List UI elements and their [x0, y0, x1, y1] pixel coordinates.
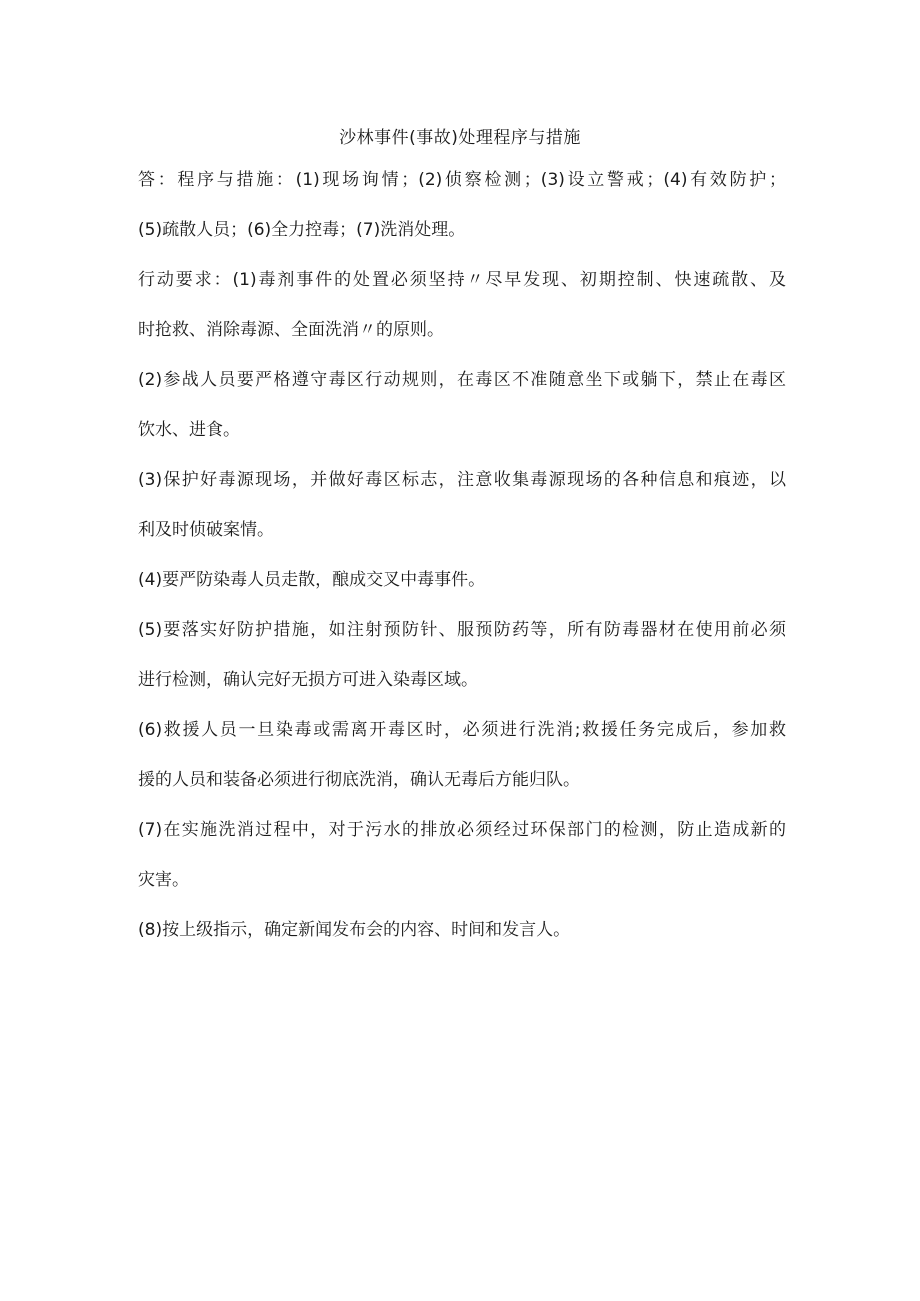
text-line: 进行检测，确认完好无损方可进入染毒区域。 [138, 670, 478, 690]
text-line: 答：程序与措施：(1)现场询情；(2)侦察检测；(3)设立警戒；(4)有效防护； [138, 170, 786, 190]
text-line: (4)要严防染毒人员走散，酿成交叉中毒事件。 [138, 570, 486, 590]
text-line: (8)按上级指示，确定新闻发布会的内容、时间和发言人。 [138, 920, 571, 940]
text-line: (5)疏散人员；(6)全力控毒；(7)洗消处理。 [138, 220, 466, 240]
text-line: 灾害。 [138, 870, 189, 890]
text-line: (2)参战人员要严格遵守毒区行动规则，在毒区不准随意坐下或躺下，禁止在毒区 [138, 370, 786, 390]
document-body [138, 168, 786, 968]
text-line: (3)保护好毒源现场，并做好毒区标志，注意收集毒源现场的各种信息和痕迹，以 [138, 470, 786, 490]
text-line: 利及时侦破案情。 [138, 520, 274, 540]
text-line: (7)在实施洗消过程中，对于污水的排放必须经过环保部门的检测，防止造成新的 [138, 820, 786, 840]
text-line: 时抢救、消除毒源、全面洗消〃的原则。 [138, 320, 444, 340]
text-line: 行动要求：(1)毒剂事件的处置必须坚持〃尽早发现、初期控制、快速疏散、及 [138, 270, 786, 290]
document-title: 沙林事件(事故)处理程序与措施 [339, 128, 581, 148]
text-line: 援的人员和装备必须进行彻底洗消，确认无毒后方能归队。 [138, 770, 580, 790]
text-line: 饮水、进食。 [138, 420, 240, 440]
text-line: (5)要落实好防护措施，如注射预防针、服预防药等，所有防毒器材在使用前必须 [138, 620, 786, 640]
text-line: (6)救援人员一旦染毒或需离开毒区时，必须进行洗消;救援任务完成后，参加救 [138, 720, 786, 740]
